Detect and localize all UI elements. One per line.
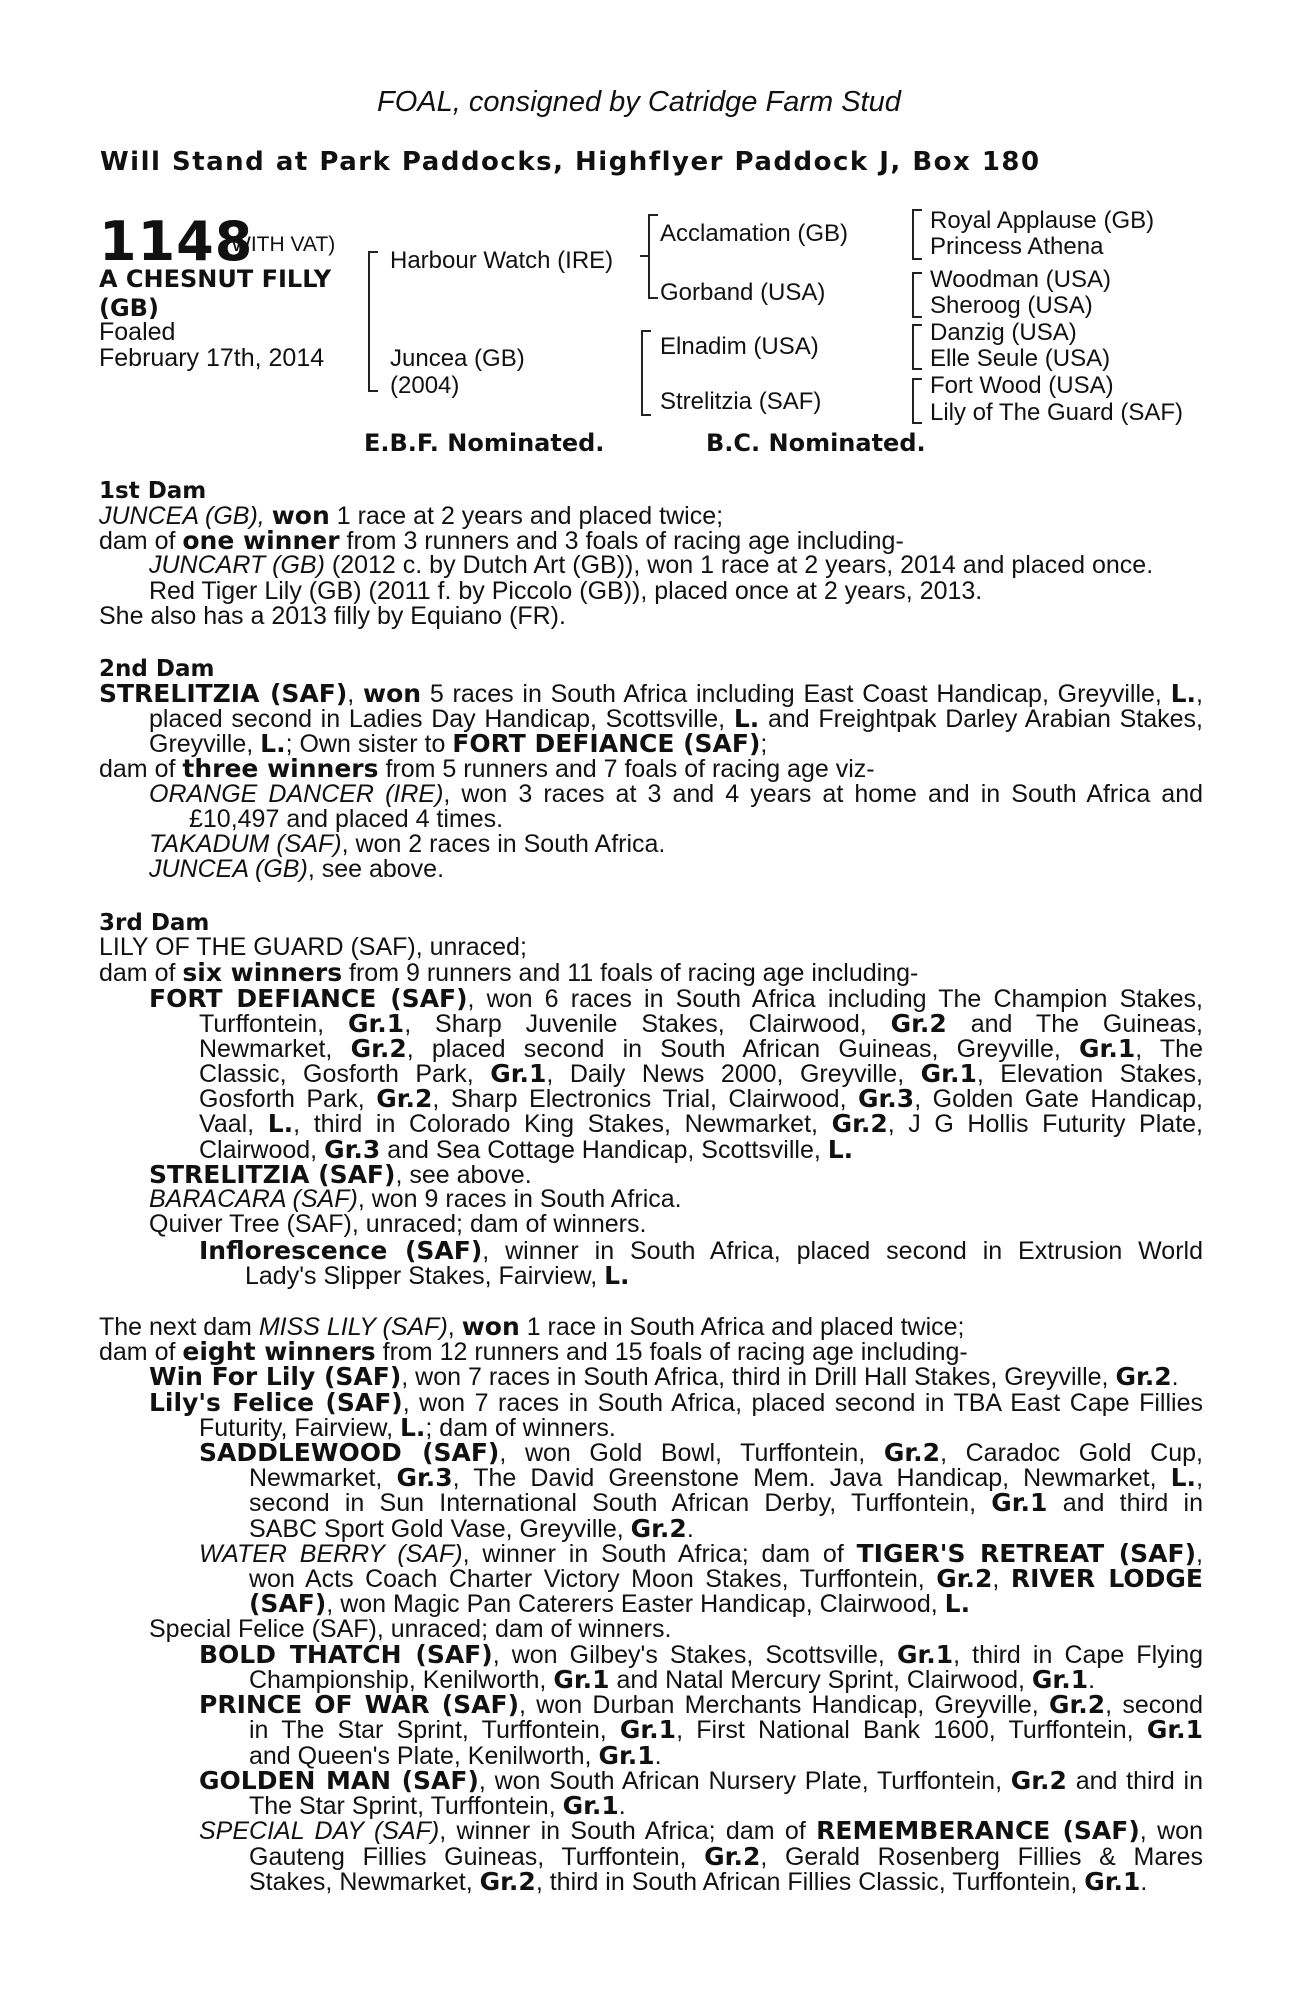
next-dam-line: dam of eight winners from 12 runners and 15 foals of racing age including- bbox=[99, 1337, 968, 1366]
next-dam-line: Win For Lily (SAF), won 7 races in South Africa, third in Drill Hall Stakes, Greyville, Gr.2. bbox=[149, 1362, 1179, 1391]
pedigree-dam-year: (2004) bbox=[390, 372, 460, 399]
next-dam-line: in The Star Sprint, Turffontein, Gr.1, First National Bank 1600, Turffontein, Gr.1 bbox=[249, 1715, 1203, 1744]
bc-nomination: B.C. Nominated. bbox=[706, 429, 926, 457]
lot-number: 1148 bbox=[99, 210, 254, 273]
first-dam-line: JUNCEA (GB), won 1 race at 2 years and placed twice; bbox=[99, 501, 724, 530]
foaled-date: February 17th, 2014 bbox=[99, 344, 325, 372]
next-dam-line: GOLDEN MAN (SAF), won South African Nursery Plate, Turffontein, Gr.2 and third in bbox=[199, 1766, 1203, 1795]
next-dam-line: Gauteng Fillies Guineas, Turffontein, Gr.2, Gerald Rosenberg Fillies & Mares bbox=[249, 1842, 1203, 1871]
next-dam-line: Stakes, Newmarket, Gr.2, third in South African Fillies Classic, Turffontein, Gr.1. bbox=[249, 1867, 1148, 1896]
pedigree-ddd: Lily of The Guard (SAF) bbox=[930, 399, 1183, 426]
first-dam-line: dam of one winner from 3 runners and 3 foals of racing age including- bbox=[99, 526, 904, 555]
pedigree-dsd: Elle Seule (USA) bbox=[930, 345, 1111, 372]
third-dam-line: Quiver Tree (SAF), unraced; dam of winners. bbox=[149, 1210, 647, 1238]
pedigree-brace-3b bbox=[912, 272, 922, 318]
second-dam-line: Greyville, L.; Own sister to FORT DEFIANCE (SAF); bbox=[149, 729, 768, 758]
second-dam-heading: 2nd Dam bbox=[99, 656, 215, 682]
pedigree-sire-dam: Gorband (USA) bbox=[660, 279, 826, 306]
next-dam-line: Futurity, Fairview, L.; dam of winners. bbox=[199, 1413, 616, 1442]
third-dam-line: Lady's Slipper Stakes, Fairview, L. bbox=[245, 1261, 630, 1290]
third-dam-line: Turffontein, Gr.1, Sharp Juvenile Stakes, Clairwood, Gr.2 and The Guineas, bbox=[199, 1009, 1203, 1038]
second-dam-line: STRELITZIA (SAF), won 5 races in South Africa including East Coast Handicap, Greyville, L., bbox=[99, 679, 1203, 708]
pedigree-sire-sire: Acclamation (GB) bbox=[660, 220, 849, 247]
next-dam-line: SADDLEWOOD (SAF), won Gold Bowl, Turffontein, Gr.2, Caradoc Gold Cup, bbox=[199, 1438, 1203, 1467]
next-dam-line: SPECIAL DAY (SAF), winner in South Africa; dam of REMEMBERANCE (SAF), won bbox=[199, 1816, 1203, 1845]
pedigree-sds: Woodman (USA) bbox=[930, 266, 1111, 293]
second-dam-line: JUNCEA (GB), see above. bbox=[149, 855, 445, 883]
third-dam-line: FORT DEFIANCE (SAF), won 6 races in South Africa including The Champion Stakes, bbox=[149, 984, 1203, 1013]
next-dam-line: Newmarket, Gr.3, The David Greenstone Mem. Java Handicap, Newmarket, L., bbox=[249, 1463, 1204, 1492]
pedigree-dam-sire: Elnadim (USA) bbox=[660, 333, 819, 360]
first-dam-line: She also has a 2013 filly by Equiano (FR). bbox=[99, 602, 566, 630]
pedigree-brace-gen1 bbox=[368, 251, 378, 392]
lot-sex-line2: (GB) bbox=[99, 294, 159, 322]
pedigree-brace-3a bbox=[912, 209, 922, 260]
first-dam-line: Red Tiger Lily (GB) (2011 f. by Piccolo (GB)), placed once at 2 years, 2013. bbox=[149, 577, 983, 605]
next-dam-line: (SAF), won Magic Pan Caterers Easter Handicap, Clairwood, L. bbox=[249, 1589, 971, 1618]
pedigree-brace-sire-tip bbox=[640, 255, 648, 257]
third-dam-line: Clairwood, Gr.3 and Sea Cottage Handicap, Scottsville, L. bbox=[199, 1135, 854, 1164]
ebf-nomination: E.B.F. Nominated. bbox=[364, 429, 605, 457]
third-dam-line: dam of six winners from 9 runners and 11 foals of racing age including- bbox=[99, 958, 919, 987]
next-dam-line: Lily's Felice (SAF), won 7 races in South Africa, placed second in TBA East Cape Fillies bbox=[149, 1388, 1203, 1417]
pedigree-brace-3d bbox=[912, 378, 922, 424]
pedigree-dss: Danzig (USA) bbox=[930, 319, 1077, 346]
lot-sex-line1: A CHESNUT FILLY bbox=[99, 265, 332, 293]
next-dam-line: BOLD THATCH (SAF), won Gilbey's Stakes, Scottsville, Gr.1, third in Cape Flying bbox=[199, 1640, 1203, 1669]
second-dam-line: placed second in Ladies Day Handicap, Scottsville, L. and Freightpak Darley Arabian Stakes, bbox=[149, 704, 1203, 733]
next-dam-line: Championship, Kenilworth, Gr.1 and Natal Mercury Sprint, Clairwood, Gr.1. bbox=[249, 1665, 1096, 1694]
pedigree-dam: Juncea (GB) bbox=[390, 345, 525, 372]
first-dam-line: JUNCART (GB) (2012 c. by Dutch Art (GB)), won 1 race at 2 years, 2014 and placed once. bbox=[149, 551, 1154, 579]
next-dam-line: WATER BERRY (SAF), winner in South Africa; dam of TIGER'S RETREAT (SAF), bbox=[199, 1539, 1203, 1568]
second-dam-line: dam of three winners from 5 runners and 7 foals of racing age viz- bbox=[99, 754, 875, 783]
third-dam-line: STRELITZIA (SAF), see above. bbox=[149, 1160, 532, 1189]
pedigree-dam-dam: Strelitzia (SAF) bbox=[660, 388, 822, 415]
page-title: FOAL, consigned by Catridge Farm Stud bbox=[377, 86, 901, 118]
second-dam-line: £10,497 and placed 4 times. bbox=[189, 805, 504, 833]
first-dam-heading: 1st Dam bbox=[99, 478, 207, 504]
next-dam-line: won Acts Coach Charter Victory Moon Stakes, Turffontein, Gr.2, RIVER LODGE bbox=[249, 1564, 1203, 1593]
third-dam-line: LILY OF THE GUARD (SAF), unraced; bbox=[99, 933, 527, 961]
third-dam-line: Newmarket, Gr.2, placed second in South African Guineas, Greyville, Gr.1, The bbox=[199, 1034, 1203, 1063]
second-dam-line: ORANGE DANCER (IRE), won 3 races at 3 and 4 years at home and in South Africa and bbox=[149, 780, 1204, 808]
second-dam-line: TAKADUM (SAF), won 2 races in South Africa. bbox=[149, 830, 666, 858]
stand-location: Will Stand at Park Paddocks, Highflyer Paddock J, Box 180 bbox=[100, 147, 1041, 177]
next-dam-line: SABC Sport Gold Vase, Greyville, Gr.2. bbox=[249, 1514, 694, 1543]
next-dam-line: second in Sun International South African Derby, Turffontein, Gr.1 and third in bbox=[249, 1488, 1203, 1517]
pedigree-sss: Royal Applause (GB) bbox=[930, 207, 1155, 234]
next-dam-line: Special Felice (SAF), unraced; dam of winners. bbox=[149, 1615, 672, 1643]
third-dam-line: Gosforth Park, Gr.2, Sharp Electronics Trial, Clairwood, Gr.3, Golden Gate Handicap, bbox=[199, 1084, 1203, 1113]
foaled-label: Foaled bbox=[99, 318, 176, 346]
next-dam-line: PRINCE OF WAR (SAF), won Durban Merchants Handicap, Greyville, Gr.2, second bbox=[199, 1690, 1204, 1719]
next-dam-line: and Queen's Plate, Kenilworth, Gr.1. bbox=[249, 1741, 662, 1770]
third-dam-line: Vaal, L., third in Colorado King Stakes, Newmarket, Gr.2, J G Hollis Futurity Plate, bbox=[199, 1109, 1203, 1138]
third-dam-line: Classic, Gosforth Park, Gr.1, Daily News 2000, Greyville, Gr.1, Elevation Stakes, bbox=[199, 1059, 1203, 1088]
pedigree-sdd: Sheroog (USA) bbox=[930, 292, 1093, 319]
vat-note: (WITH VAT) bbox=[224, 233, 336, 256]
third-dam-line: BARACARA (SAF), won 9 races in South Africa. bbox=[149, 1185, 682, 1213]
pedigree-sire: Harbour Watch (IRE) bbox=[390, 247, 614, 274]
pedigree-brace-dam bbox=[641, 330, 651, 416]
next-dam-line: The next dam MISS LILY (SAF), won 1 race in South Africa and placed twice; bbox=[99, 1312, 965, 1341]
pedigree-brace-sire bbox=[648, 214, 658, 299]
next-dam-line: The Star Sprint, Turffontein, Gr.1. bbox=[249, 1791, 626, 1820]
third-dam-line: Inflorescence (SAF), winner in South Africa, placed second in Extrusion World bbox=[199, 1236, 1203, 1265]
third-dam-heading: 3rd Dam bbox=[99, 910, 210, 936]
pedigree-brace-3c bbox=[912, 324, 922, 370]
pedigree-ssd: Princess Athena bbox=[930, 233, 1104, 260]
pedigree-dds: Fort Wood (USA) bbox=[930, 372, 1114, 399]
